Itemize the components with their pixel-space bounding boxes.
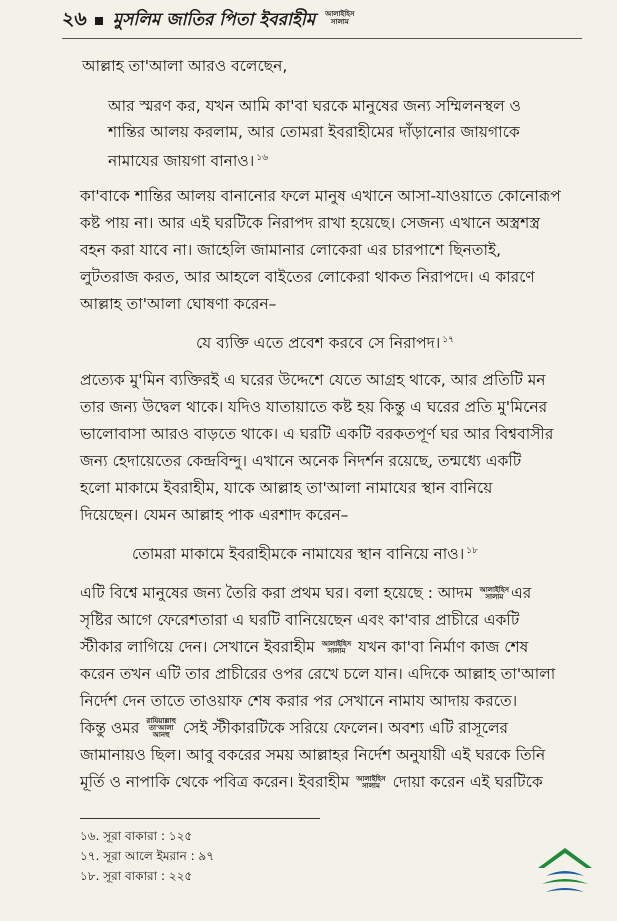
publisher-logo-icon xyxy=(532,838,598,904)
header-bullet xyxy=(95,17,103,25)
para-line: দিয়েছেন। যেমন আল্লাহ পাক এরশাদ করেন– xyxy=(80,506,349,524)
quote3-line: তোমরা মাকামে ইবরাহীমকে নামাযের স্থান বানিয়ে নাও। $^{১৮}$ xyxy=(132,545,478,564)
quote2-line: যে ব্যক্তি এতে প্রবেশ করবে সে নিরাপদ। $^{১৭}$ xyxy=(196,334,455,353)
footnote-rule xyxy=(80,818,320,819)
para-line: লুটতরাজ করত, আর আহলে বাইতের লোকেরা থাকত নিরাপদে। এ কারণে xyxy=(80,268,535,286)
honorific: আলাইহিস সালাম xyxy=(356,774,386,790)
footnote-ref: ১৮ xyxy=(466,546,478,556)
honorific: আলাইহিস সালাম xyxy=(479,585,509,601)
quote1-line: শান্তির আলয় করলাম, আর তোমরা ইবরাহীমের দাঁড়ানোর জায়গাকে xyxy=(108,123,520,141)
para-line: এটি বিশ্বে মানুষের জন্য তৈরি করা প্রথম ঘর। বলা হয়েছে : আদম আলাইহিস সালাম এর xyxy=(80,584,532,602)
footnote-ref: ১৭ xyxy=(442,335,455,345)
para-line: প্রত্যেক মু'মিন ব্যক্তিরই এ ঘরের উদ্দেশে যেতে আগ্রহ থাকে, আর প্রতিটি মন xyxy=(80,371,546,389)
para-line: ভালোবাসা আরও বাড়তে থাকে। এ ঘরটি একটি বরকতপূর্ণ ঘর আর বিশ্ববাসীর xyxy=(80,425,554,443)
para-line: স্টীকার লাগিয়ে দেন। সেখানে ইবরাহীম আলাইহিস সালাম যখন কা'বা নির্মাণ কাজ শেষ xyxy=(80,638,529,656)
para-line: নির্দেশ দেন তাতে তাওয়াফ শেষ করার পর সেখানে নামায আদায় করতে। xyxy=(80,692,518,710)
para-line: আল্লাহ তা'আলা ঘোষণা করেন– xyxy=(80,295,277,313)
para-line: কা'বাকে শান্তির আলয় বানানোর ফলে মানুষ এখানে আসা-যাওয়াতে কোনোরূপ xyxy=(80,187,561,205)
page-header xyxy=(62,6,582,36)
lead-line: আল্লাহ তা'আলা আরও বলেছেন, xyxy=(82,57,288,75)
para-line: কিন্তু ওমর রাযিয়াল্লাহু তা'আলা আনহু সেই স্টীকারটিকে সরিয়ে ফেলেন। অবশ্য এটি রাসূলের xyxy=(80,717,509,739)
footnote: ১৮. সূরা বাকারা : ২২৫ xyxy=(80,869,193,883)
page-number: ২৬ xyxy=(62,8,87,30)
header-honorific: আলাইহিস সালাম xyxy=(325,10,355,26)
quote1-line: নামাযের জায়গা বানাও। $^{১৬}$ xyxy=(108,152,269,171)
para-line: সৃষ্টির আগে ফেরেশতারা এ ঘরটি বানিয়েছেন এবং কা'বার প্রাচীরে একটি xyxy=(80,611,520,629)
para-line: করেন তখন এটি তার প্রাচীরের ওপর রেখে চলে যান। এদিকে আল্লাহ তা'আলা xyxy=(80,665,556,683)
para-line: জন্য হেদায়েতের কেন্দ্রবিন্দু। এখানে অনেক নিদর্শন রয়েছে, তন্মধ্যে একটি xyxy=(80,452,522,470)
para-line: হলো মাকামে ইবরাহীম, যাকে আল্লাহ তা'আলা নামাযের স্থান বানিয়ে xyxy=(80,479,493,497)
para-line: কষ্ট পায় না। আর এই ঘরটিকে নিরাপদ রাখা হয়েছে। সেজন্য এখানে অস্ত্রশস্ত্র xyxy=(80,214,541,232)
header-rule xyxy=(62,38,582,39)
quote1-line: আর স্মরণ কর, যখন আমি কা'বা ঘরকে মানুষের জন্য সম্মিলনস্থল ও xyxy=(108,97,521,115)
footnote: ১৬. সূরা বাকারা : ১২৫ xyxy=(80,829,193,843)
para-line: মূর্তি ও নাপাকি থেকে পবিত্র করেন। ইবরাহীম আলাইহিস সালাম দোয়া করেন এই ঘরটিকে xyxy=(80,773,543,791)
footnote: ১৭. সূরা আলে ইমরান : ৯৭ xyxy=(80,849,215,863)
para-line: তার জন্য উদ্বেল থাকে। যদিও যাতায়াতে কষ্ট হয় কিন্তু এ ঘরের প্রতি মু'মিনের xyxy=(80,398,548,416)
honorific-omar: রাযিয়াল্লাহু তা'আলা আনহু xyxy=(146,717,176,739)
footnote-ref: ১৬ xyxy=(256,153,269,163)
honorific: আলাইহিস সালাম xyxy=(321,639,352,655)
running-title: মুসলিম জাতির পিতা ইবরাহীম xyxy=(112,10,316,30)
para-line: বহন করা যাবে না। জাহেলি জামানার লোকেরা এর চারপাশে ছিনতাই, xyxy=(80,241,501,259)
para-line: জামানায়ও ছিল। আবু বকরের সময় আল্লাহর নির্দেশ অনুযায়ী এই ঘরকে তিনি xyxy=(80,746,546,764)
